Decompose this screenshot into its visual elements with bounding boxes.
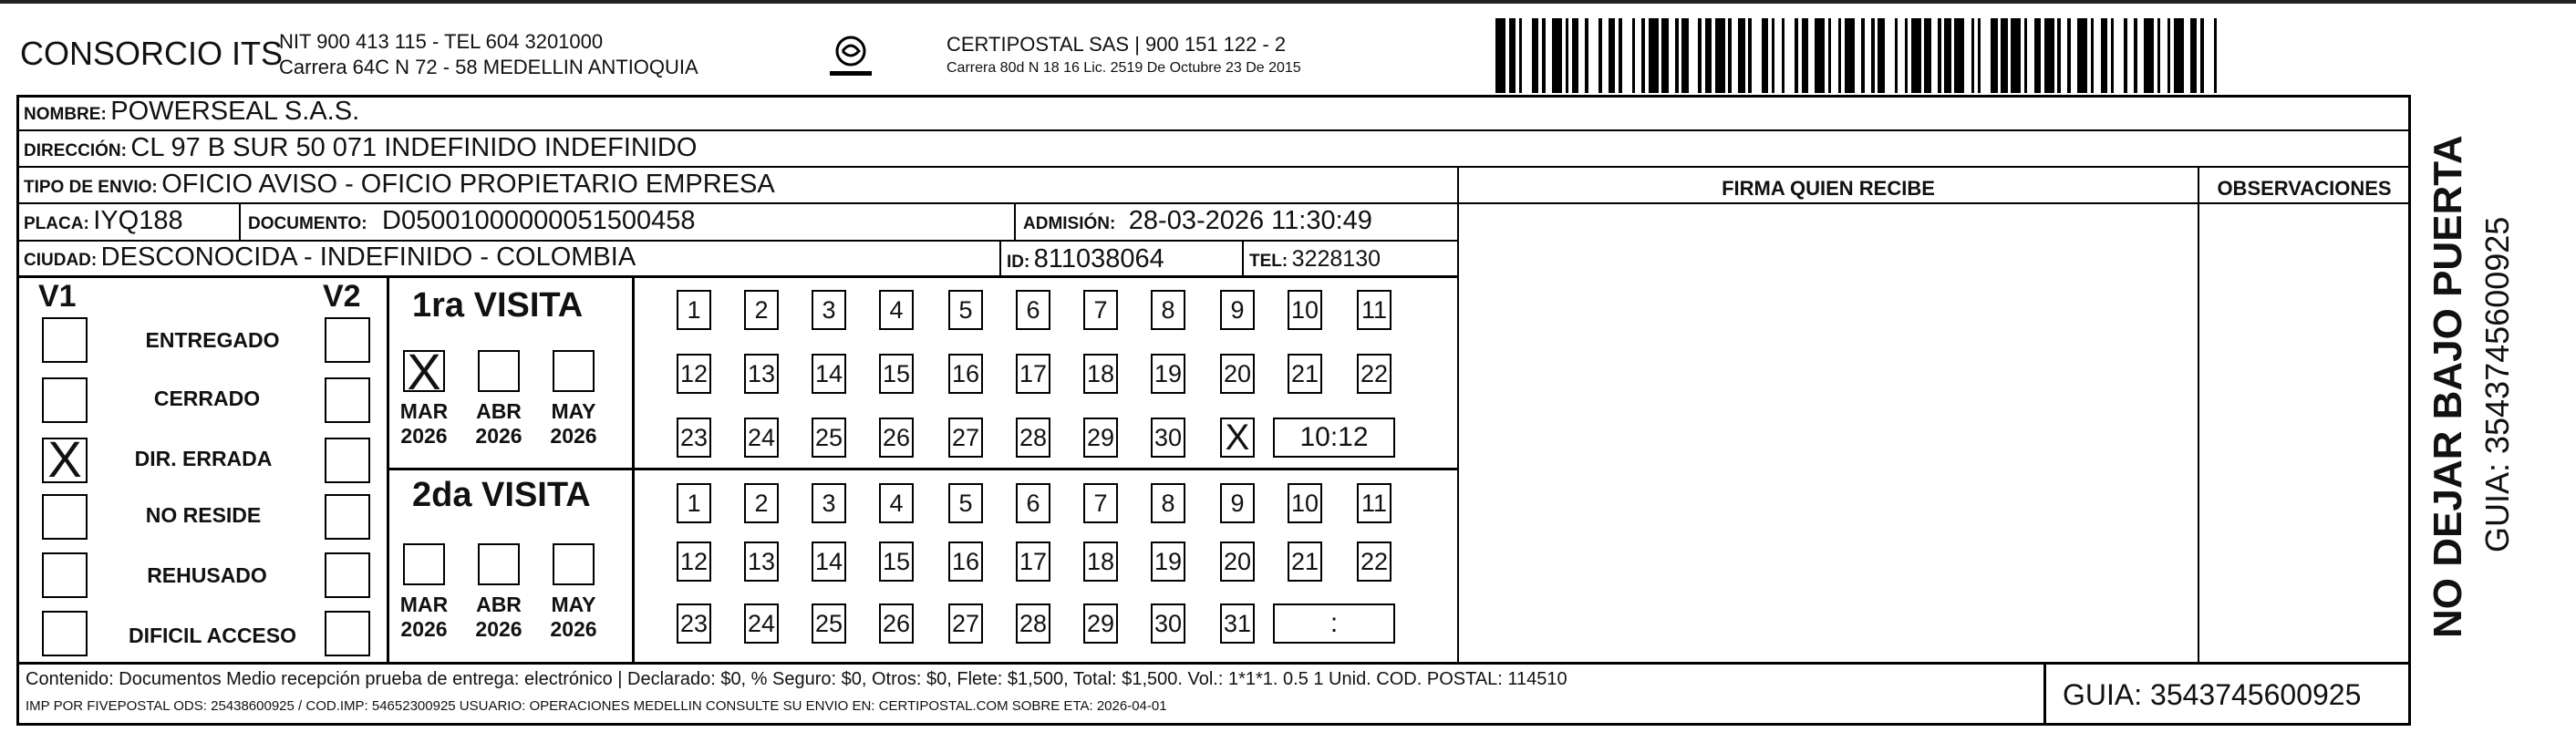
first-day-box[interactable]: 16: [948, 354, 983, 394]
barcode-bar: [1546, 18, 1552, 93]
v2-checkbox-dificil-acceso[interactable]: [325, 611, 370, 656]
v2-checkbox-cerrado[interactable]: [325, 377, 370, 423]
v1-checkbox-dificil-acceso[interactable]: [42, 611, 88, 656]
first-day-box[interactable]: 21: [1288, 354, 1322, 394]
barcode-bar: [2114, 18, 2124, 93]
first-day-box[interactable]: 29: [1083, 418, 1118, 458]
no-dejar-bajo-puerta: NO DEJAR BAJO PUERTA: [2426, 135, 2470, 638]
barcode-bar: [2190, 18, 2197, 93]
month-name: ABR: [476, 399, 522, 423]
second-month-checkbox-mar[interactable]: [403, 543, 445, 585]
second-day-box[interactable]: 2: [744, 483, 779, 523]
admision-label: ADMISIÓN:: [1023, 214, 1116, 233]
observaciones-left-border: [2198, 168, 2199, 662]
x-mark: X: [47, 430, 82, 488]
barcode-bar: [1715, 18, 1725, 93]
second-day-box[interactable]: 25: [812, 603, 846, 644]
second-day-box[interactable]: 23: [677, 603, 711, 644]
documento-value: D05001000000051500458: [382, 206, 696, 235]
status-label: NO RESIDE: [145, 503, 262, 527]
certipostal-line: CERTIPOSTAL SAS | 900 151 122 - 2: [947, 33, 1287, 56]
v2-checkbox-entregado[interactable]: [325, 317, 370, 363]
barcode-bar: [2127, 18, 2134, 93]
month-year: 2026: [550, 424, 597, 448]
v1-checkbox-dir-errada[interactable]: [42, 430, 88, 488]
barcode-bar: [1924, 18, 1930, 93]
first-day-box[interactable]: 19: [1151, 354, 1185, 394]
barcode-bar: [1532, 18, 1538, 93]
tel-field: [1249, 246, 1381, 273]
barcode-bar: [1885, 18, 1895, 93]
direccion-label: DIRECCIÓN:: [24, 141, 127, 160]
row-line: [16, 129, 2411, 131]
second-day-box[interactable]: 8: [1151, 483, 1185, 523]
first-day-box[interactable]: 26: [879, 418, 914, 458]
certipostal-logo-icon: [821, 33, 881, 84]
barcode-bar: [2094, 18, 2100, 93]
barcode-bar: [1649, 18, 1659, 93]
second-day-box[interactable]: 30: [1151, 603, 1185, 644]
first-visit-title: 1ra VISITA: [412, 286, 584, 325]
barcode-bar: [2144, 18, 2154, 93]
v1-checkbox-cerrado[interactable]: [42, 377, 88, 423]
barcode-bar: [2174, 18, 2184, 93]
barcode-bar: [1981, 18, 1991, 93]
direccion-value: CL 97 B SUR 50 071 INDEFINIDO INDEFINIDO: [130, 133, 698, 162]
first-month-label: [467, 399, 531, 449]
barcode-bar: [1705, 18, 1712, 93]
second-day-box[interactable]: 13: [744, 542, 779, 582]
barcode-bar: [1572, 18, 1578, 93]
barcode-bar: [1944, 18, 1950, 93]
imp-text: IMP POR FIVEPOSTAL ODS: 25438600925 / COD.IMP: 54652300925 USUARIO: OPERACIONES MEDELLIN CONSULTE SU ENVIO EN: CERTIPOSTAL.COM SOBRE ETA: 2026-04-01: [26, 698, 1167, 714]
second-day-box[interactable]: 27: [948, 603, 983, 644]
contenido-text: Contenido: Documentos Medio recepción prueba de entrega: electrónico | Declarado: $0, % Seguro: $0, Otros: $0, Flete: $1,500, Total: $1,500. Vol.: 1*1*1. 0.5 1 Unid. COD. POSTAL: 114510: [26, 669, 1567, 689]
ciudad-value: DESCONOCIDA - INDEFINIDO - COLOMBIA: [100, 242, 636, 272]
tel-label: TEL:: [1249, 252, 1288, 271]
cell-divider: [999, 241, 1001, 277]
barcode-bar: [1588, 18, 1598, 93]
first-day-box[interactable]: 23: [677, 418, 711, 458]
month-name: MAR: [399, 593, 449, 616]
second-day-box[interactable]: 20: [1220, 542, 1255, 582]
second-day-box[interactable]: 26: [879, 603, 914, 644]
second-month-label: [392, 593, 456, 642]
barcode-bar: [2077, 18, 2087, 93]
first-day-box[interactable]: 28: [1016, 418, 1050, 458]
guia-vertical: GUIA: 3543745600925: [2478, 216, 2516, 552]
barcode-bar: [1669, 18, 1675, 93]
v2-checkbox-no-reside[interactable]: [325, 494, 370, 540]
row-line: [16, 202, 1457, 204]
first-day-box[interactable]: 17: [1016, 354, 1050, 394]
second-day-box[interactable]: 15: [879, 542, 914, 582]
barcode-bar: [2217, 18, 2223, 93]
barcode-bar: [2071, 18, 2077, 93]
top-rule: [0, 0, 2576, 4]
barcode-bar: [1609, 18, 1615, 93]
barcode-bar: [1898, 18, 1904, 93]
second-month-checkbox-abr[interactable]: [478, 543, 520, 585]
second-day-box[interactable]: 12: [677, 542, 711, 582]
id-label: ID:: [1007, 253, 1030, 272]
placa-field: [24, 206, 183, 236]
barcode-bar: [1855, 18, 1861, 93]
month-year: 2026: [475, 424, 522, 448]
placa-label: PLACA:: [24, 214, 89, 233]
barcode-bar: [2061, 18, 2067, 93]
cell-divider: [1014, 202, 1016, 241]
month-name: ABR: [476, 593, 522, 616]
month-year: 2026: [475, 617, 522, 641]
barcode-bar: [1762, 18, 1768, 93]
barcode-bar: [1602, 18, 1609, 93]
first-day-box[interactable]: 24: [744, 418, 779, 458]
barcode-bar: [1931, 18, 1938, 93]
second-visit-title: 2da VISITA: [412, 476, 591, 514]
barcode: [1495, 18, 2225, 93]
barcode-bar: [1831, 18, 1837, 93]
barcode-bar: [1954, 18, 1964, 93]
barcode-bar: [1845, 18, 1855, 93]
first-day-box[interactable]: 3: [812, 290, 846, 330]
nit-line: NIT 900 413 115 - TEL 604 3201000: [279, 30, 604, 53]
month-year: 2026: [400, 424, 448, 448]
row-line: [16, 275, 1457, 278]
second-day-box[interactable]: 5: [948, 483, 983, 523]
status-label: REHUSADO: [147, 563, 267, 587]
first-day-box[interactable]: 6: [1016, 290, 1050, 330]
documento-label: DOCUMENTO:: [248, 214, 367, 233]
barcode-bar: [1964, 18, 1971, 93]
barcode-bar: [1661, 18, 1668, 93]
barcode-bar: [1808, 18, 1815, 93]
barcode-bar: [2101, 18, 2107, 93]
barcode-bar: [1865, 18, 1871, 93]
status-label: DIR. ERRADA: [134, 447, 273, 470]
first-month-checkbox-may[interactable]: [553, 350, 595, 392]
nombre-value: POWERSEAL S.A.S.: [110, 97, 360, 126]
address-line: Carrera 64C N 72 - 58 MEDELLIN ANTIOQUIA: [279, 56, 698, 78]
month-year: 2026: [400, 617, 448, 641]
barcode-bar: [2137, 18, 2144, 93]
row-line: [16, 166, 2411, 168]
first-day-box[interactable]: 7: [1083, 290, 1118, 330]
barcode-bar: [1752, 18, 1762, 93]
first-day-box[interactable]: 2: [744, 290, 779, 330]
second-day-box[interactable]: 10: [1288, 483, 1322, 523]
firma-left-border: [1457, 168, 1459, 662]
guia-footer: GUIA: 3543745600925: [2063, 678, 2362, 711]
second-day-box[interactable]: 31: [1220, 603, 1255, 644]
form-top-border: [16, 95, 2410, 98]
second-day-box[interactable]: 7: [1083, 483, 1118, 523]
barcode-bar: [1911, 18, 1921, 93]
first-day-box[interactable]: 15: [879, 354, 914, 394]
first-day-box-checked[interactable]: X: [1220, 418, 1255, 458]
barcode-bar: [1785, 18, 1795, 93]
barcode-bar: [1552, 18, 1562, 93]
barcode-bar: [1622, 18, 1632, 93]
second-day-box[interactable]: 9: [1220, 483, 1255, 523]
second-month-label: [542, 593, 605, 642]
v2-header: V2: [323, 279, 361, 314]
second-day-box[interactable]: 22: [1357, 542, 1391, 582]
first-day-box[interactable]: 14: [812, 354, 846, 394]
month-name: MAY: [551, 399, 596, 423]
barcode-bar: [2011, 18, 2021, 93]
barcode-bar: [1738, 18, 1744, 93]
id-value: 811038064: [1033, 244, 1164, 273]
barcode-bar: [2160, 18, 2167, 93]
barcode-bar: [1689, 18, 1699, 93]
id-field: [1007, 244, 1164, 274]
barcode-bar: [1802, 18, 1808, 93]
barcode-bar: [1815, 18, 1825, 93]
first-day-box[interactable]: 22: [1357, 354, 1391, 394]
month-year: 2026: [550, 617, 597, 641]
license-line: Carrera 80d N 18 16 Lic. 2519 De Octubre 23 De 2015: [947, 60, 1301, 76]
cell-divider: [1242, 241, 1244, 277]
admision-value: 28-03-2026 11:30:49: [1128, 206, 1372, 235]
second-day-box[interactable]: 14: [812, 542, 846, 582]
second-day-box[interactable]: 16: [948, 542, 983, 582]
second-month-label: [467, 593, 531, 642]
right-header-line: [1459, 202, 2409, 204]
first-day-box[interactable]: 10: [1288, 290, 1322, 330]
first-month-label: [392, 399, 456, 449]
barcode-bar: [2204, 18, 2214, 93]
admision-field: [1023, 206, 1372, 236]
ciudad-label: CIUDAD:: [24, 251, 98, 270]
first-day-box[interactable]: 11: [1357, 290, 1391, 330]
first-month-label: [542, 399, 605, 449]
second-day-box[interactable]: 24: [744, 603, 779, 644]
barcode-bar: [1578, 18, 1585, 93]
status-label: CERRADO: [153, 387, 261, 410]
first-month-checkbox-mar[interactable]: X: [403, 350, 445, 392]
placa-value: IYQ188: [93, 206, 183, 235]
barcode-bar: [1509, 18, 1516, 93]
barcode-bar: [2184, 18, 2190, 93]
barcode-bar: [2044, 18, 2054, 93]
second-day-box[interactable]: 11: [1357, 483, 1391, 523]
second-day-box[interactable]: 4: [879, 483, 914, 523]
certipostal-info: [947, 33, 1301, 80]
first-day-box[interactable]: 25: [812, 418, 846, 458]
barcode-bar: [2027, 18, 2033, 93]
first-day-box[interactable]: 12: [677, 354, 711, 394]
barcode-bar: [1495, 18, 1505, 93]
second-time-box[interactable]: :: [1273, 603, 1395, 644]
barcode-bar: [1878, 18, 1884, 93]
tipo-envio-field: [24, 170, 775, 200]
status-label: DIFICIL ACCESO: [128, 624, 296, 647]
first-day-box[interactable]: 5: [948, 290, 983, 330]
v1-checkbox-rehusado[interactable]: [42, 552, 88, 598]
first-day-box[interactable]: 4: [879, 290, 914, 330]
company-info: [279, 29, 698, 80]
direccion-field: [24, 133, 697, 163]
second-day-box[interactable]: 6: [1016, 483, 1050, 523]
second-day-box[interactable]: 29: [1083, 603, 1118, 644]
tipo-envio-value: OFICIO AVISO - OFICIO PROPIETARIO EMPRESA: [161, 170, 775, 199]
second-day-box[interactable]: 17: [1016, 542, 1050, 582]
barcode-bar: [2001, 18, 2007, 93]
visit-separator: [388, 468, 1457, 470]
first-day-box[interactable]: 30: [1151, 418, 1185, 458]
barcode-bar: [2034, 18, 2041, 93]
cell-divider: [239, 202, 241, 241]
month-name: MAR: [399, 399, 449, 423]
ciudad-field: [24, 242, 636, 273]
first-day-box[interactable]: 27: [948, 418, 983, 458]
barcode-bar: [1635, 18, 1641, 93]
barcode-bar: [1991, 18, 1997, 93]
first-day-box[interactable]: 1: [677, 290, 711, 330]
v2-checkbox-rehusado[interactable]: [325, 552, 370, 598]
barcode-bar: [1522, 18, 1532, 93]
guia-divider: [2043, 662, 2046, 724]
v1-checkbox-entregado[interactable]: [42, 317, 88, 363]
documento-field: [248, 206, 696, 236]
v1-checkbox-no-reside[interactable]: [42, 494, 88, 540]
status-label: ENTREGADO: [145, 328, 280, 352]
v1-header: V1: [38, 279, 77, 314]
tel-value: 3228130: [1291, 246, 1381, 272]
first-day-box[interactable]: 20: [1220, 354, 1255, 394]
v2-checkbox-dir-errada[interactable]: [325, 438, 370, 483]
first-time-box[interactable]: 10:12: [1273, 418, 1395, 458]
second-day-box[interactable]: 19: [1151, 542, 1185, 582]
month-name: MAY: [551, 593, 596, 616]
second-day-box[interactable]: 21: [1288, 542, 1322, 582]
second-day-box[interactable]: 1: [677, 483, 711, 523]
second-day-box[interactable]: 28: [1016, 603, 1050, 644]
footer-line: [16, 662, 2411, 665]
row-line: [16, 240, 1457, 242]
barcode-bar: [1732, 18, 1738, 93]
second-day-box[interactable]: 18: [1083, 542, 1118, 582]
firma-header: FIRMA QUIEN RECIBE: [1722, 177, 1935, 200]
barcode-bar: [1774, 18, 1781, 93]
nombre-label: NOMBRE:: [24, 105, 107, 124]
tipo-envio-label: TIPO DE ENVIO:: [24, 178, 158, 197]
second-day-box[interactable]: 3: [812, 483, 846, 523]
first-day-box[interactable]: 13: [744, 354, 779, 394]
nombre-field: [24, 97, 359, 127]
first-day-box[interactable]: 18: [1083, 354, 1118, 394]
barcode-bar: [1681, 18, 1688, 93]
first-day-box[interactable]: 8: [1151, 290, 1185, 330]
observaciones-header: OBSERVACIONES: [2217, 177, 2392, 200]
form-left-border: [16, 95, 19, 726]
second-month-checkbox-may[interactable]: [553, 543, 595, 585]
brand-name: CONSORCIO ITS: [20, 35, 284, 72]
first-day-box[interactable]: 9: [1220, 290, 1255, 330]
form-bottom-border: [16, 723, 2411, 726]
first-month-checkbox-abr[interactable]: [478, 350, 520, 392]
